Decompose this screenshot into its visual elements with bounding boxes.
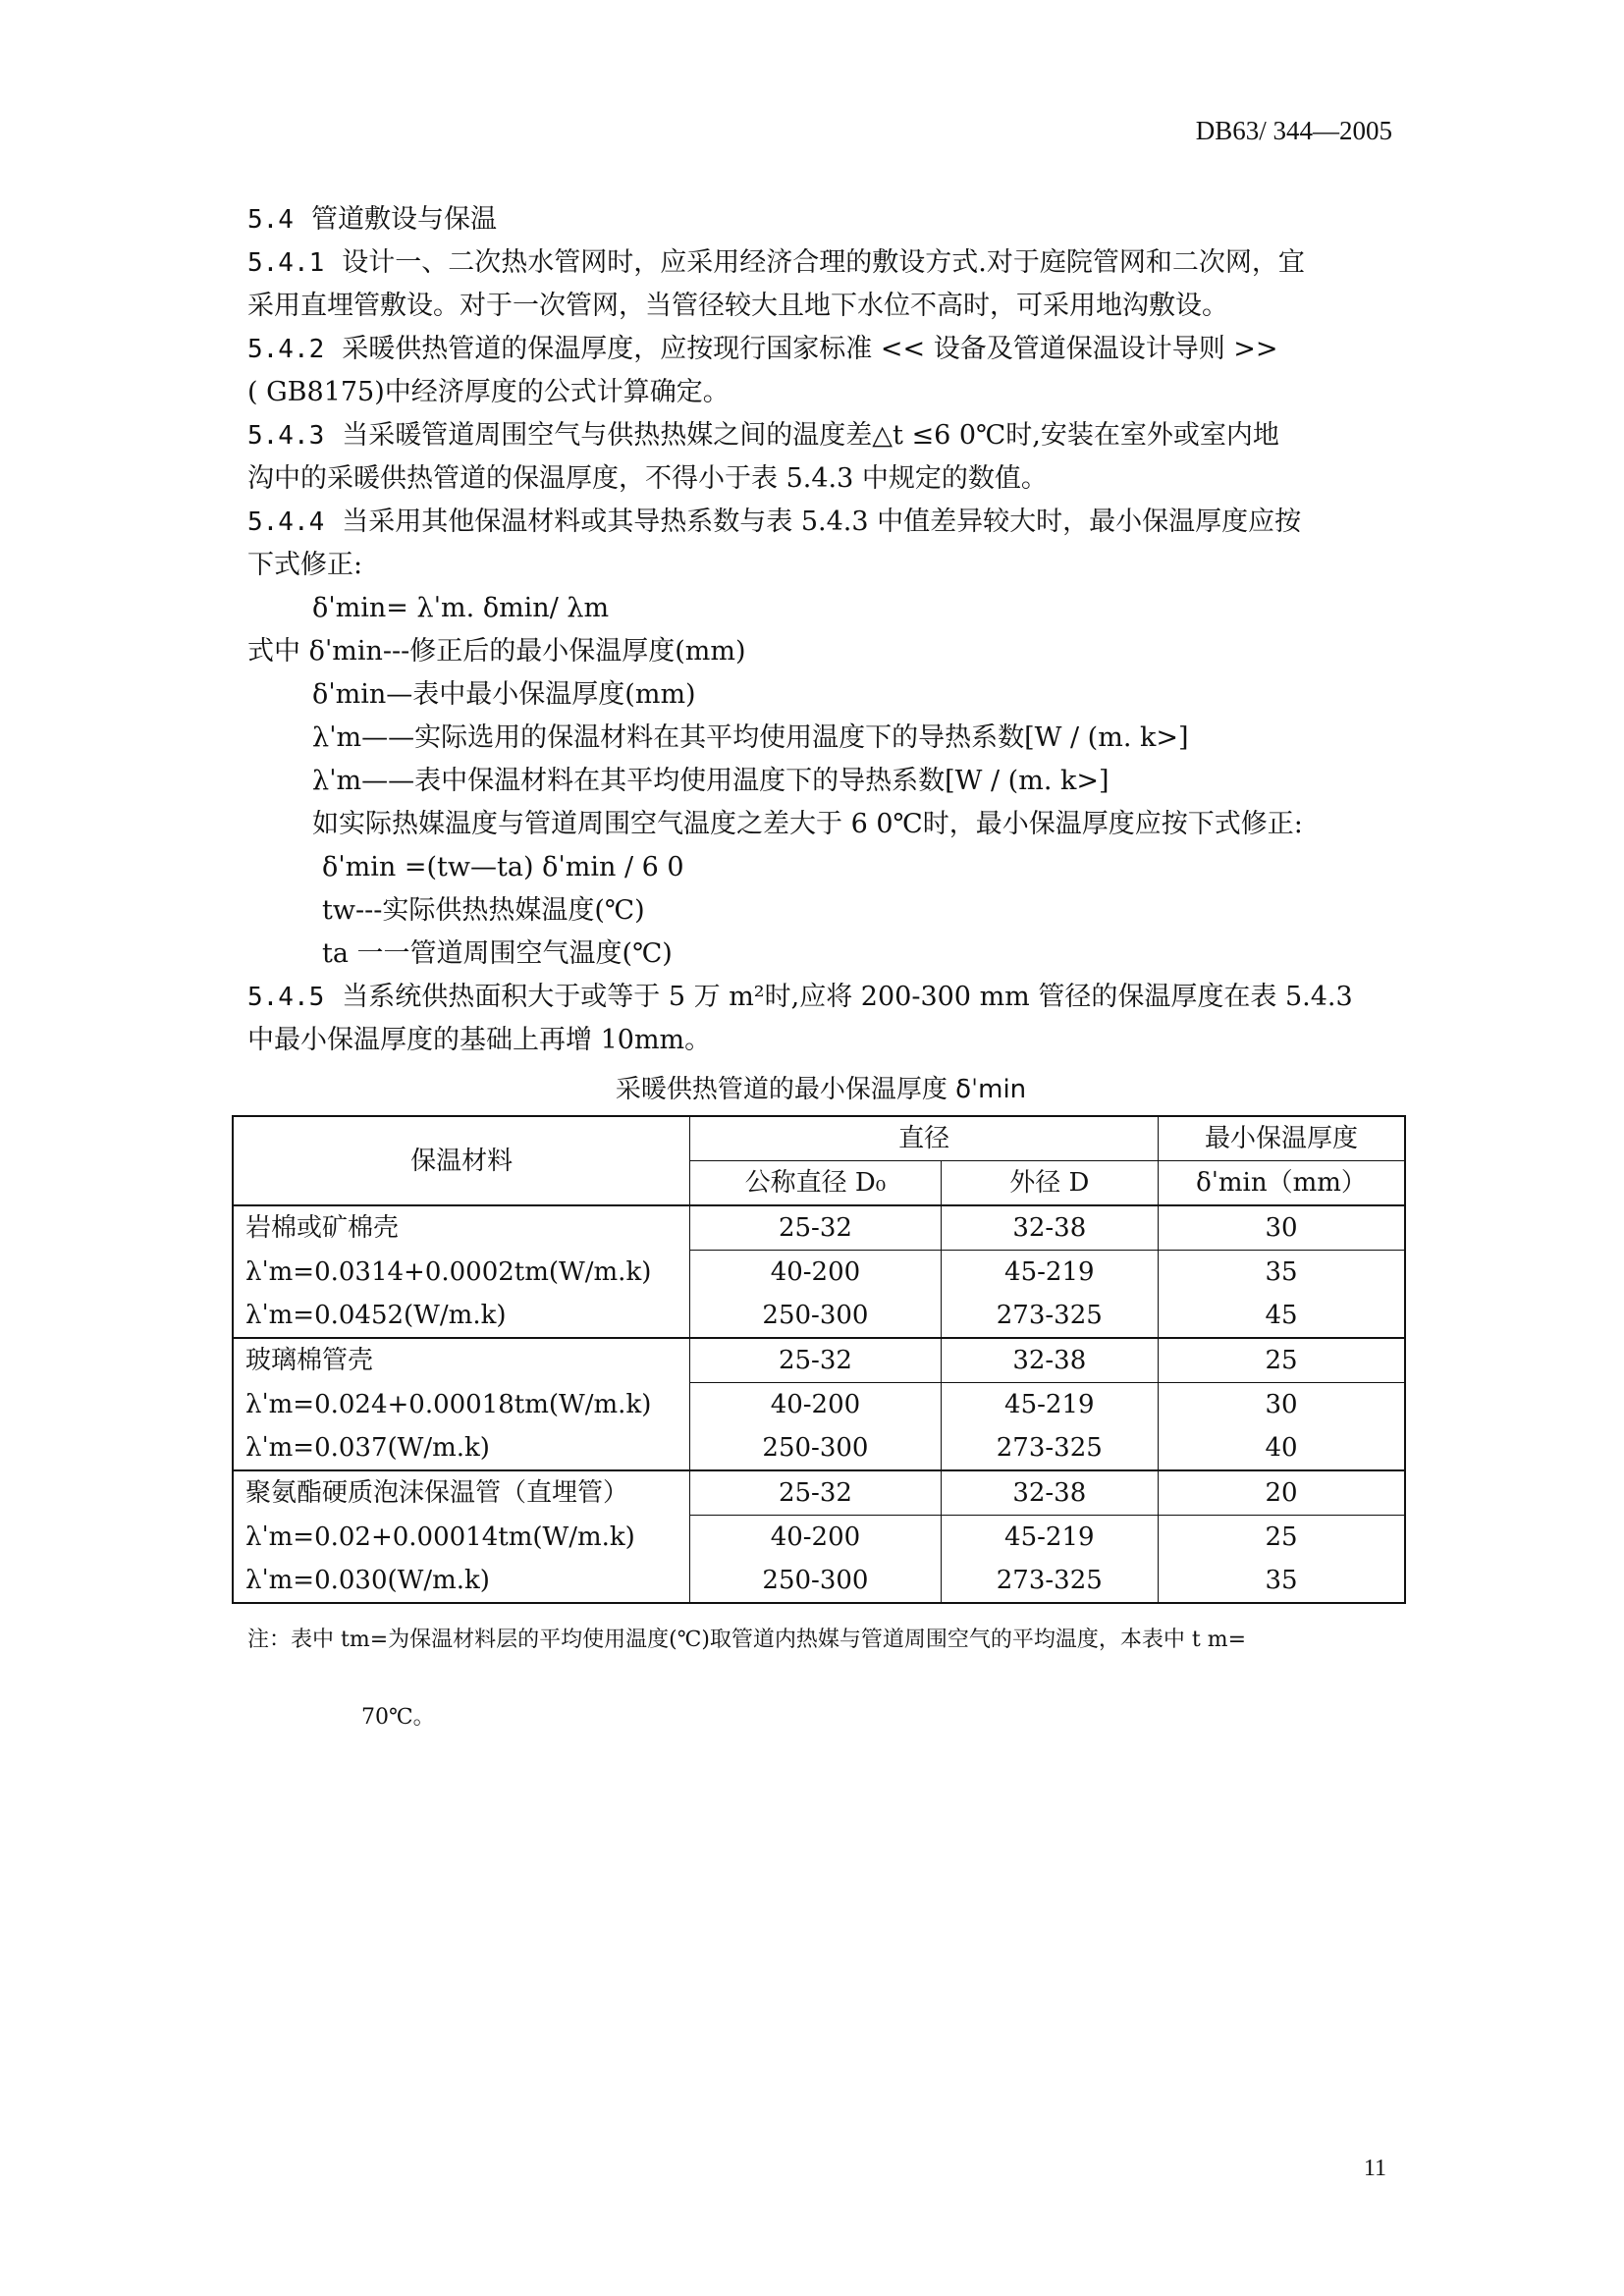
clause-number: 5.4.1 (247, 248, 325, 278)
clause-text: 设计一、二次热水管网时，应采用经济合理的敷设方式.对于庭院管网和二次网，宜 (342, 247, 1305, 278)
formula-main: δˈmin= λˈm. δmin/ λm (312, 593, 610, 623)
cell-nominal: 25-32 (690, 1470, 941, 1516)
table-row (233, 1205, 1405, 1251)
clause-5-4-2 (247, 328, 1394, 371)
section-title: 管道敷设与保温 (310, 204, 497, 235)
cell-thickness: 20 (1159, 1470, 1406, 1516)
page-content (247, 198, 1394, 1739)
clause-5-4-5 (247, 976, 1394, 1019)
page-number: 11 (1363, 2156, 1386, 2181)
cell-material: λˈm=0.0452(W/m.k) (233, 1294, 690, 1338)
cell-nominal: 250-300 (690, 1559, 941, 1603)
cell-material: λˈm=0.037(W/m.k) (233, 1426, 690, 1470)
table-note: 注：表中 tm=为保温材料层的平均使用温度(℃)取管道内热媒与管道周围空气的平均温度，本表中 t m= (247, 1628, 1247, 1652)
clause-number: 5.4.4 (247, 507, 325, 537)
clause-number: 5.4.3 (247, 421, 325, 451)
clause-5-4-5-cont: 中最小保温厚度的基础上再增 10mm。 (247, 1025, 712, 1055)
cell-nominal: 40-200 (690, 1516, 941, 1560)
cell-material: λˈm=0.024+0.00018tm(W/m.k) (233, 1383, 690, 1427)
table-row (233, 1338, 1405, 1383)
formula-def-line: λˈm——实际选用的保温材料在其平均使用温度下的导热系数[W / (m. k>] (312, 722, 1189, 753)
cell-outer: 273-325 (941, 1294, 1158, 1338)
cell-thickness: 25 (1159, 1338, 1406, 1383)
header-outer-diameter: 外径 D (941, 1161, 1158, 1206)
clause-number: 5.4.2 (247, 335, 325, 364)
cell-outer: 32-38 (941, 1205, 1158, 1251)
cell-thickness: 30 (1159, 1205, 1406, 1251)
section-number: 5.4 (247, 205, 294, 235)
formula-def-intro: 式中 δˈmin---修正后的最小保温厚度(mm) (247, 636, 746, 667)
header-diameter: 直径 (690, 1116, 1159, 1161)
clause-text: 当采用其他保温材料或其导热系数与表 5.4.3 中值差异较大时，最小保温厚度应按 (342, 507, 1302, 537)
table-row (233, 1251, 1405, 1295)
cell-thickness: 35 (1159, 1251, 1406, 1295)
clause-5-4-4 (247, 501, 1394, 544)
table-row (233, 1383, 1405, 1427)
header-nominal-diameter: 公称直径 D₀ (690, 1161, 941, 1206)
cell-nominal: 40-200 (690, 1251, 941, 1295)
cell-thickness: 40 (1159, 1426, 1406, 1470)
cell-outer: 45-219 (941, 1516, 1158, 1560)
cell-material: λˈm=0.02+0.00014tm(W/m.k) (233, 1516, 690, 1560)
formula-def-line: δˈmin—表中最小保温厚度(mm) (312, 679, 696, 710)
cell-nominal: 40-200 (690, 1383, 941, 1427)
clause-5-4-3-cont: 沟中的采暖供热管道的保温厚度，不得小于表 5.4.3 中规定的数值。 (247, 463, 1048, 494)
table-caption: 采暖供热管道的最小保温厚度 δˈmin (615, 1075, 1027, 1104)
ta-definition: ta 一一管道周围空气温度(℃) (322, 938, 673, 969)
table-note-cont: 70℃。 (361, 1705, 435, 1730)
table-row (233, 1559, 1405, 1603)
cell-nominal: 250-300 (690, 1294, 941, 1338)
clause-number: 5.4.5 (247, 983, 325, 1012)
clause-text: 当系统供热面积大于或等于 5 万 m²时,应将 200-300 mm 管径的保温厚度在表 5.4.3 (342, 982, 1353, 1012)
temp-formula: δˈmin =(tw—ta) δˈmin / 6 0 (322, 852, 684, 882)
table-row (233, 1426, 1405, 1470)
clause-5-4-2-cont: ( GB8175)中经济厚度的公式计算确定。 (247, 377, 730, 407)
cell-material: 岩棉或矿棉壳 (233, 1205, 690, 1251)
cell-nominal: 25-32 (690, 1205, 941, 1251)
formula-def-line: 如实际热媒温度与管道周围空气温度之差大于 6 0℃时，最小保温厚度应按下式修正: (312, 809, 1303, 839)
header-material: 保温材料 (233, 1116, 690, 1205)
clause-5-4-3 (247, 414, 1394, 457)
clause-text: 采暖供热管道的保温厚度，应按现行国家标准 << 设备及管道保温设计导则 >> (342, 334, 1278, 364)
cell-outer: 45-219 (941, 1251, 1158, 1295)
section-heading (247, 198, 1394, 241)
cell-material: λˈm=0.030(W/m.k) (233, 1559, 690, 1603)
cell-thickness: 35 (1159, 1559, 1406, 1603)
cell-outer: 273-325 (941, 1559, 1158, 1603)
formula-def-line: λˈm——表中保温材料在其平均使用温度下的导热系数[W / (m. k>] (312, 766, 1110, 796)
cell-nominal: 250-300 (690, 1426, 941, 1470)
cell-thickness: 25 (1159, 1516, 1406, 1560)
cell-outer: 273-325 (941, 1426, 1158, 1470)
cell-material: λˈm=0.0314+0.0002tm(W/m.k) (233, 1251, 690, 1295)
cell-outer: 32-38 (941, 1338, 1158, 1383)
clause-5-4-4-cont: 下式修正: (247, 550, 363, 580)
table-row (233, 1470, 1405, 1516)
header-thickness-unit: δˈmin（mm） (1159, 1161, 1406, 1206)
table-row (233, 1516, 1405, 1560)
cell-material: 聚氨酯硬质泡沫保温管（直埋管） (233, 1470, 690, 1516)
insulation-table (232, 1115, 1406, 1604)
clause-text: 当采暖管道周围空气与供热热媒之间的温度差△t ≤6 0℃时,安装在室外或室内地 (342, 420, 1279, 451)
clause-5-4-1-cont: 采用直埋管敷设。对于一次管网，当管径较大且地下水位不高时，可采用地沟敷设。 (247, 291, 1228, 321)
table-row (233, 1294, 1405, 1338)
cell-thickness: 45 (1159, 1294, 1406, 1338)
cell-thickness: 30 (1159, 1383, 1406, 1427)
cell-outer: 32-38 (941, 1470, 1158, 1516)
cell-outer: 45-219 (941, 1383, 1158, 1427)
document-code: DB63/ 344—2005 (1195, 116, 1392, 145)
tw-definition: tw---实际供热热媒温度(℃) (322, 895, 645, 926)
header-min-thickness: 最小保温厚度 (1159, 1116, 1406, 1161)
clause-5-4-1 (247, 241, 1394, 285)
cell-nominal: 25-32 (690, 1338, 941, 1383)
cell-material: 玻璃棉管壳 (233, 1338, 690, 1383)
